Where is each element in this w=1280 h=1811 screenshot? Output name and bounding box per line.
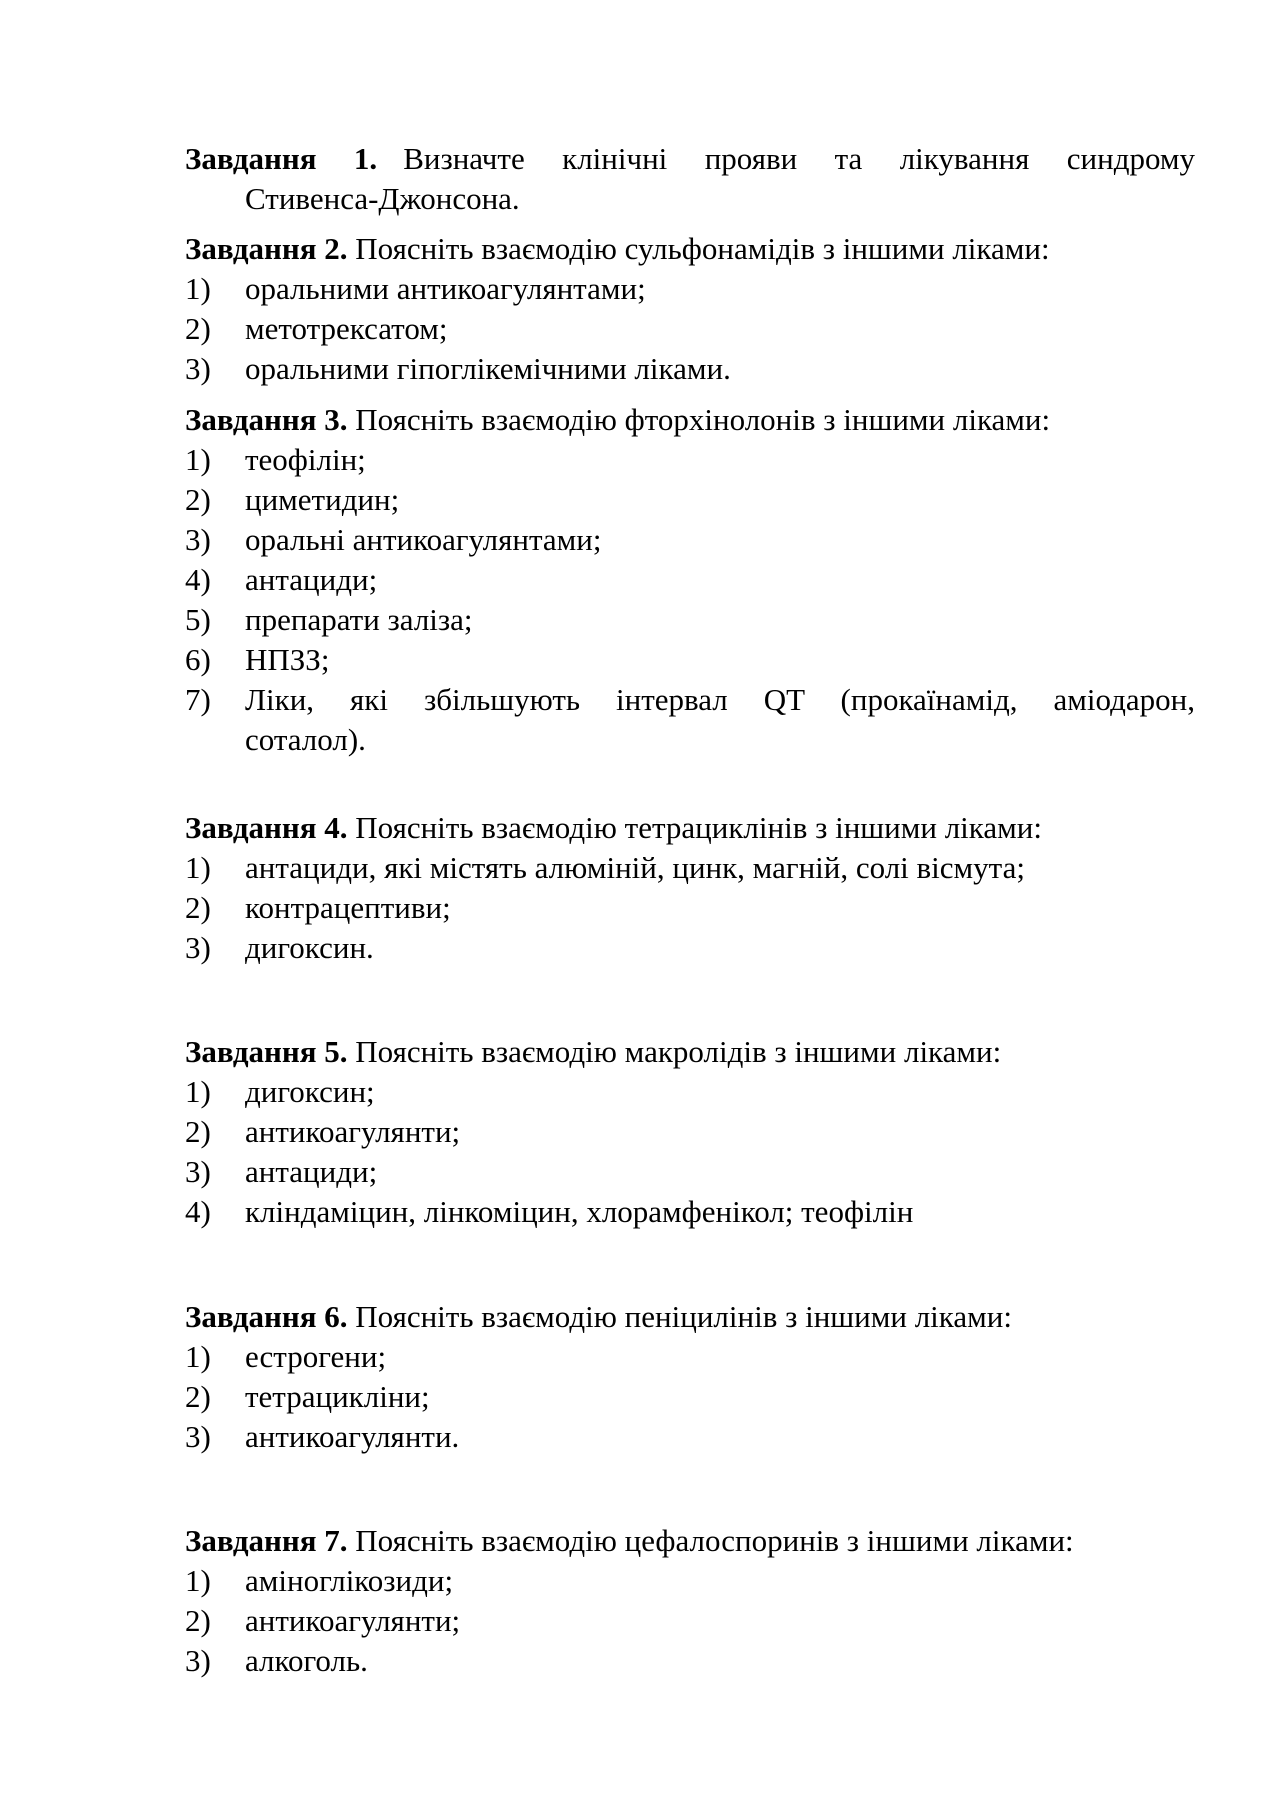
list-item-text: антикоагулянти; [245,1114,461,1149]
task-3-text: Поясніть взаємодію фторхінолонів з іншими ліками: [355,402,1051,437]
list-item [185,520,1195,560]
list-item-text: дигоксин; [245,1074,375,1109]
task-3 [185,400,1195,760]
task-7-heading [185,1521,1195,1561]
task-7-text: Поясніть взаємодію цефалоспоринів з іншими ліками: [355,1523,1074,1558]
list-item [185,1377,1195,1417]
list-item-text: НПЗЗ; [245,642,330,677]
task-1-heading [185,139,1195,179]
list-item-number: 1) [185,850,211,885]
list-item-text: алкоголь. [245,1643,368,1678]
task-6-list [185,1337,1195,1457]
task-2-text: Поясніть взаємодію сульфонамідів з іншими ліками: [355,231,1050,266]
task-6-label: Завдання 6. [185,1299,348,1334]
task-2-heading [185,229,1195,269]
task-1-label: Завдання 1. [185,141,378,176]
list-item-text: оральними гіпоглікемічними ліками. [245,351,731,386]
list-item-number: 4) [185,1194,211,1229]
list-item [185,1561,1195,1601]
task-5-text: Поясніть взаємодію макролідів з іншими ліками: [355,1034,1002,1069]
task-5-label: Завдання 5. [185,1034,348,1069]
list-item-number: 1) [185,1339,211,1374]
list-item-text: кліндаміцин, лінкоміцин, хлорамфенікол; теофілін [245,1194,914,1229]
list-item-text: аміноглікозиди; [245,1563,454,1598]
list-item [185,640,1195,680]
task-6-heading [185,1297,1195,1337]
list-item [185,560,1195,600]
list-item-number: 2) [185,1379,211,1414]
list-item-text: дигоксин. [245,930,374,965]
list-item-number: 4) [185,562,211,597]
list-item [185,680,1195,760]
list-item-number: 2) [185,1114,211,1149]
task-5-list [185,1072,1195,1232]
list-item-number: 1) [185,271,211,306]
task-1 [185,139,1195,219]
list-item-text: антациди; [245,562,378,597]
list-item-text: препарати заліза; [245,602,473,637]
list-item [185,1601,1195,1641]
list-item [185,1152,1195,1192]
list-item-number: 2) [185,482,211,517]
list-item-number: 1) [185,1074,211,1109]
list-item-text: антикоагулянти; [245,1603,461,1638]
list-item [185,1417,1195,1457]
list-item-text: антикоагулянти. [245,1419,460,1454]
task-2 [185,229,1195,389]
task-3-list [185,440,1195,760]
list-item [185,888,1195,928]
list-item-number: 2) [185,311,211,346]
list-item [185,440,1195,480]
task-4-label: Завдання 4. [185,810,348,845]
list-item-number: 2) [185,1603,211,1638]
list-item-number: 1) [185,1563,211,1598]
list-item [185,600,1195,640]
list-item-text: естрогени; [245,1339,387,1374]
task-7 [185,1521,1195,1681]
list-item [185,269,1195,309]
list-item-number: 6) [185,642,211,677]
list-item-text: метотрексатом; [245,311,448,346]
task-1-text-line1: Визначте клінічні прояви та лікування синдрому [403,141,1195,176]
list-item-text: антациди; [245,1154,378,1189]
task-1-text-line2: Стивенса-Джонсона. [245,181,520,216]
list-item [185,848,1195,888]
list-item-text: циметидин; [245,482,400,517]
list-item-text-line1: Ліки, які збільшують інтервал QT (прокаїнамід, аміодарон, [245,682,1195,717]
list-item [185,1072,1195,1112]
task-4-list [185,848,1195,968]
list-item [185,349,1195,389]
list-item [185,480,1195,520]
list-item-text-line2: соталол). [245,722,366,757]
task-4 [185,808,1195,968]
task-7-list [185,1561,1195,1681]
list-item-number: 3) [185,351,211,386]
task-6-text: Поясніть взаємодію пеніцилінів з іншими ліками: [355,1299,1012,1334]
task-6 [185,1297,1195,1457]
list-item-number: 3) [185,1154,211,1189]
task-2-list [185,269,1195,389]
list-item-text: контрацептиви; [245,890,451,925]
list-item-text: тетрацикліни; [245,1379,430,1414]
list-item [185,928,1195,968]
list-item-number: 3) [185,522,211,557]
task-3-label: Завдання 3. [185,402,348,437]
list-item-text: оральні антикоагулянтами; [245,522,602,557]
list-item [185,309,1195,349]
list-item [185,1192,1195,1232]
task-5 [185,1032,1195,1232]
task-7-label: Завдання 7. [185,1523,348,1558]
list-item-text: оральними антикоагулянтами; [245,271,646,306]
task-5-heading [185,1032,1195,1072]
list-item-number: 1) [185,442,211,477]
list-item-number: 3) [185,1419,211,1454]
task-4-heading [185,808,1195,848]
list-item-text: теофілін; [245,442,366,477]
task-4-text: Поясніть взаємодію тетрациклінів з іншими ліками: [355,810,1042,845]
list-item-number: 3) [185,930,211,965]
list-item-number: 5) [185,602,211,637]
list-item-number: 2) [185,890,211,925]
task-3-heading [185,400,1195,440]
list-item [185,1641,1195,1681]
list-item-number: 3) [185,1643,211,1678]
list-item [185,1337,1195,1377]
task-2-label: Завдання 2. [185,231,348,266]
list-item-text: антациди, які містять алюміній, цинк, магній, солі вісмута; [245,850,1025,885]
list-item [185,1112,1195,1152]
list-item-number: 7) [185,682,211,717]
